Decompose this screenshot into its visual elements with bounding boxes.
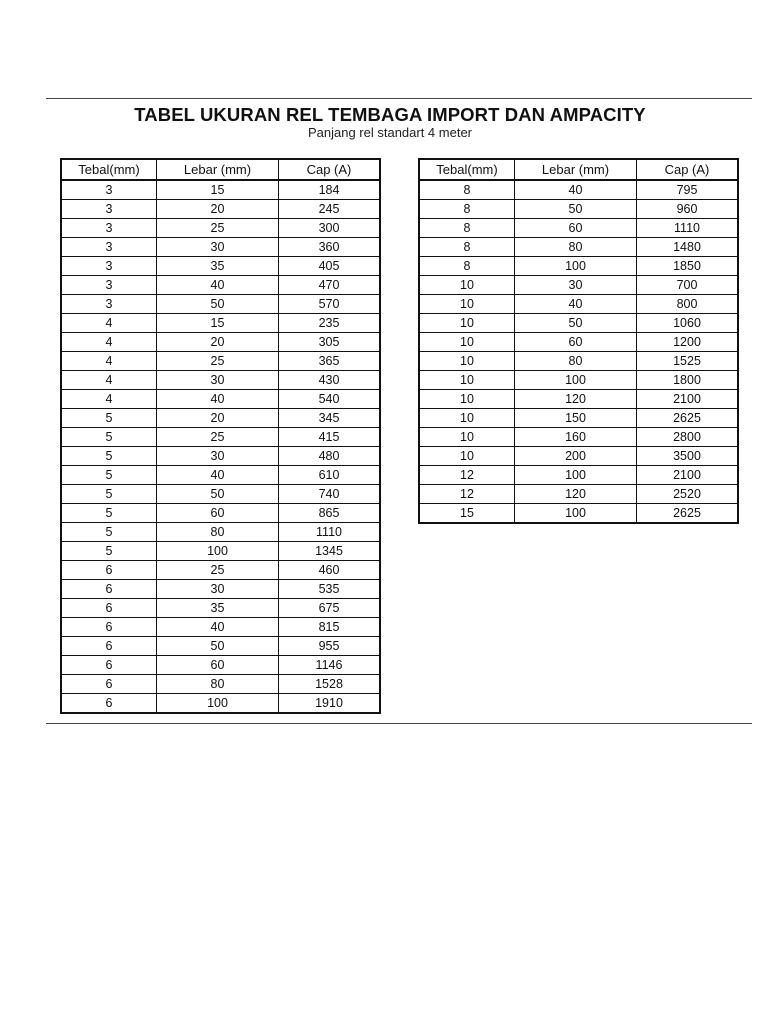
ampacity-table-left [60, 158, 381, 714]
table-row [61, 447, 380, 466]
cell-lebar: 25 [157, 561, 279, 580]
cell-tebal: 8 [419, 180, 515, 200]
cell-tebal: 12 [419, 466, 515, 485]
cell-lebar: 100 [157, 542, 279, 561]
cell-lebar: 20 [157, 200, 279, 219]
cell-lebar: 20 [157, 409, 279, 428]
cell-cap: 2520 [637, 485, 739, 504]
cell-lebar: 30 [157, 580, 279, 599]
table-row [419, 409, 738, 428]
cell-tebal: 5 [61, 466, 157, 485]
cell-cap: 2100 [637, 466, 739, 485]
cell-tebal: 4 [61, 390, 157, 409]
table-row [61, 238, 380, 257]
cell-tebal: 6 [61, 656, 157, 675]
cell-cap: 700 [637, 276, 739, 295]
cell-cap: 815 [279, 618, 381, 637]
table-row [61, 580, 380, 599]
cell-cap: 955 [279, 637, 381, 656]
table-row [419, 219, 738, 238]
cell-lebar: 200 [515, 447, 637, 466]
table-header-row [61, 159, 380, 180]
cell-cap: 235 [279, 314, 381, 333]
cell-tebal: 3 [61, 200, 157, 219]
cell-tebal: 4 [61, 371, 157, 390]
cell-cap: 3500 [637, 447, 739, 466]
cell-cap: 1910 [279, 694, 381, 714]
cell-tebal: 6 [61, 675, 157, 694]
ampacity-table-right [418, 158, 739, 524]
cell-tebal: 8 [419, 257, 515, 276]
cell-cap: 1146 [279, 656, 381, 675]
cell-lebar: 20 [157, 333, 279, 352]
cell-cap: 1525 [637, 352, 739, 371]
cell-cap: 795 [637, 180, 739, 200]
table-row [419, 504, 738, 524]
cell-lebar: 80 [157, 675, 279, 694]
cell-cap: 405 [279, 257, 381, 276]
cell-tebal: 10 [419, 428, 515, 447]
cell-lebar: 40 [515, 180, 637, 200]
cell-lebar: 50 [157, 295, 279, 314]
cell-lebar: 100 [515, 371, 637, 390]
table-row [61, 675, 380, 694]
cell-cap: 2625 [637, 504, 739, 524]
cell-lebar: 30 [157, 371, 279, 390]
table-row [419, 238, 738, 257]
cell-tebal: 10 [419, 352, 515, 371]
table-row [419, 447, 738, 466]
table-row [61, 333, 380, 352]
cell-cap: 1850 [637, 257, 739, 276]
cell-lebar: 40 [157, 390, 279, 409]
cell-lebar: 50 [157, 637, 279, 656]
cell-lebar: 80 [515, 352, 637, 371]
cell-cap: 245 [279, 200, 381, 219]
table-row [61, 656, 380, 675]
cell-cap: 740 [279, 485, 381, 504]
cell-cap: 365 [279, 352, 381, 371]
cell-tebal: 10 [419, 371, 515, 390]
cell-lebar: 35 [157, 257, 279, 276]
cell-cap: 184 [279, 180, 381, 200]
cell-tebal: 3 [61, 276, 157, 295]
cell-cap: 675 [279, 599, 381, 618]
cell-lebar: 120 [515, 485, 637, 504]
cell-cap: 1345 [279, 542, 381, 561]
cell-lebar: 15 [157, 314, 279, 333]
cell-lebar: 160 [515, 428, 637, 447]
cell-lebar: 25 [157, 219, 279, 238]
cell-tebal: 10 [419, 390, 515, 409]
cell-cap: 300 [279, 219, 381, 238]
cell-cap: 800 [637, 295, 739, 314]
table-row [61, 466, 380, 485]
table-row [419, 295, 738, 314]
cell-tebal: 10 [419, 333, 515, 352]
cell-lebar: 100 [515, 466, 637, 485]
cell-tebal: 6 [61, 694, 157, 714]
table-row [419, 180, 738, 200]
cell-tebal: 8 [419, 219, 515, 238]
header-lebar: Lebar (mm) [157, 159, 279, 180]
cell-cap: 1200 [637, 333, 739, 352]
cell-cap: 460 [279, 561, 381, 580]
table-row [419, 428, 738, 447]
table-row [61, 523, 380, 542]
cell-tebal: 6 [61, 580, 157, 599]
table-row [61, 371, 380, 390]
cell-cap: 470 [279, 276, 381, 295]
table-row [419, 466, 738, 485]
cell-cap: 610 [279, 466, 381, 485]
table-row [61, 637, 380, 656]
cell-tebal: 4 [61, 314, 157, 333]
cell-tebal: 5 [61, 523, 157, 542]
cell-tebal: 6 [61, 599, 157, 618]
cell-lebar: 25 [157, 352, 279, 371]
cell-cap: 570 [279, 295, 381, 314]
header-lebar: Lebar (mm) [515, 159, 637, 180]
cell-lebar: 40 [157, 466, 279, 485]
cell-cap: 480 [279, 447, 381, 466]
cell-tebal: 4 [61, 352, 157, 371]
table-row [61, 390, 380, 409]
cell-tebal: 10 [419, 447, 515, 466]
table-row [61, 257, 380, 276]
cell-lebar: 60 [157, 656, 279, 675]
table-row [419, 371, 738, 390]
cell-lebar: 40 [515, 295, 637, 314]
document-subtitle: Panjang rel standart 4 meter [307, 125, 473, 140]
document-title: TABEL UKURAN REL TEMBAGA IMPORT DAN AMPACITY [134, 104, 646, 125]
cell-tebal: 5 [61, 409, 157, 428]
cell-cap: 415 [279, 428, 381, 447]
cell-lebar: 50 [515, 314, 637, 333]
cell-cap: 1110 [637, 219, 739, 238]
table-row [419, 276, 738, 295]
cell-tebal: 6 [61, 637, 157, 656]
cell-cap: 345 [279, 409, 381, 428]
top-divider [46, 98, 752, 99]
table-row [61, 542, 380, 561]
cell-tebal: 6 [61, 561, 157, 580]
cell-lebar: 35 [157, 599, 279, 618]
header-cap: Cap (A) [279, 159, 381, 180]
cell-cap: 1528 [279, 675, 381, 694]
cell-cap: 1800 [637, 371, 739, 390]
table-row [419, 314, 738, 333]
cell-tebal: 8 [419, 238, 515, 257]
cell-cap: 1060 [637, 314, 739, 333]
cell-cap: 1110 [279, 523, 381, 542]
cell-cap: 2625 [637, 409, 739, 428]
cell-lebar: 80 [157, 523, 279, 542]
header-tebal: Tebal(mm) [419, 159, 515, 180]
table-row [419, 485, 738, 504]
cell-cap: 865 [279, 504, 381, 523]
cell-tebal: 3 [61, 238, 157, 257]
cell-lebar: 50 [515, 200, 637, 219]
cell-lebar: 100 [515, 257, 637, 276]
cell-cap: 305 [279, 333, 381, 352]
cell-tebal: 10 [419, 295, 515, 314]
table-row [61, 618, 380, 637]
cell-tebal: 4 [61, 333, 157, 352]
cell-lebar: 150 [515, 409, 637, 428]
cell-tebal: 3 [61, 219, 157, 238]
table-row [419, 352, 738, 371]
table-row [419, 257, 738, 276]
cell-tebal: 10 [419, 314, 515, 333]
cell-tebal: 5 [61, 504, 157, 523]
table-row [61, 276, 380, 295]
cell-lebar: 40 [157, 276, 279, 295]
cell-cap: 1480 [637, 238, 739, 257]
cell-lebar: 80 [515, 238, 637, 257]
cell-tebal: 8 [419, 200, 515, 219]
cell-lebar: 60 [157, 504, 279, 523]
cell-tebal: 5 [61, 485, 157, 504]
table-row [61, 694, 380, 714]
cell-lebar: 100 [157, 694, 279, 714]
cell-lebar: 50 [157, 485, 279, 504]
cell-tebal: 10 [419, 276, 515, 295]
cell-cap: 430 [279, 371, 381, 390]
cell-lebar: 60 [515, 333, 637, 352]
cell-tebal: 3 [61, 295, 157, 314]
cell-cap: 2800 [637, 428, 739, 447]
cell-lebar: 60 [515, 219, 637, 238]
table-row [419, 200, 738, 219]
cell-tebal: 10 [419, 409, 515, 428]
cell-cap: 2100 [637, 390, 739, 409]
table-row [61, 561, 380, 580]
cell-cap: 360 [279, 238, 381, 257]
header-tebal: Tebal(mm) [61, 159, 157, 180]
table-row [419, 390, 738, 409]
table-row [61, 599, 380, 618]
cell-lebar: 100 [515, 504, 637, 524]
cell-lebar: 30 [157, 238, 279, 257]
cell-tebal: 3 [61, 180, 157, 200]
table-header-row [419, 159, 738, 180]
table-row [61, 409, 380, 428]
cell-tebal: 12 [419, 485, 515, 504]
cell-cap: 535 [279, 580, 381, 599]
table-row [61, 295, 380, 314]
cell-lebar: 40 [157, 618, 279, 637]
table-row [61, 504, 380, 523]
cell-tebal: 15 [419, 504, 515, 524]
cell-tebal: 5 [61, 447, 157, 466]
cell-tebal: 6 [61, 618, 157, 637]
cell-lebar: 120 [515, 390, 637, 409]
table-row [61, 200, 380, 219]
cell-lebar: 25 [157, 428, 279, 447]
table-row [61, 352, 380, 371]
cell-tebal: 5 [61, 428, 157, 447]
table-row [61, 314, 380, 333]
table-row [61, 428, 380, 447]
cell-tebal: 5 [61, 542, 157, 561]
cell-cap: 540 [279, 390, 381, 409]
table-row [61, 180, 380, 200]
cell-tebal: 3 [61, 257, 157, 276]
table-row [419, 333, 738, 352]
cell-cap: 960 [637, 200, 739, 219]
table-row [61, 485, 380, 504]
cell-lebar: 30 [157, 447, 279, 466]
cell-lebar: 30 [515, 276, 637, 295]
cell-lebar: 15 [157, 180, 279, 200]
bottom-divider [46, 723, 752, 724]
table-row [61, 219, 380, 238]
header-cap: Cap (A) [637, 159, 739, 180]
